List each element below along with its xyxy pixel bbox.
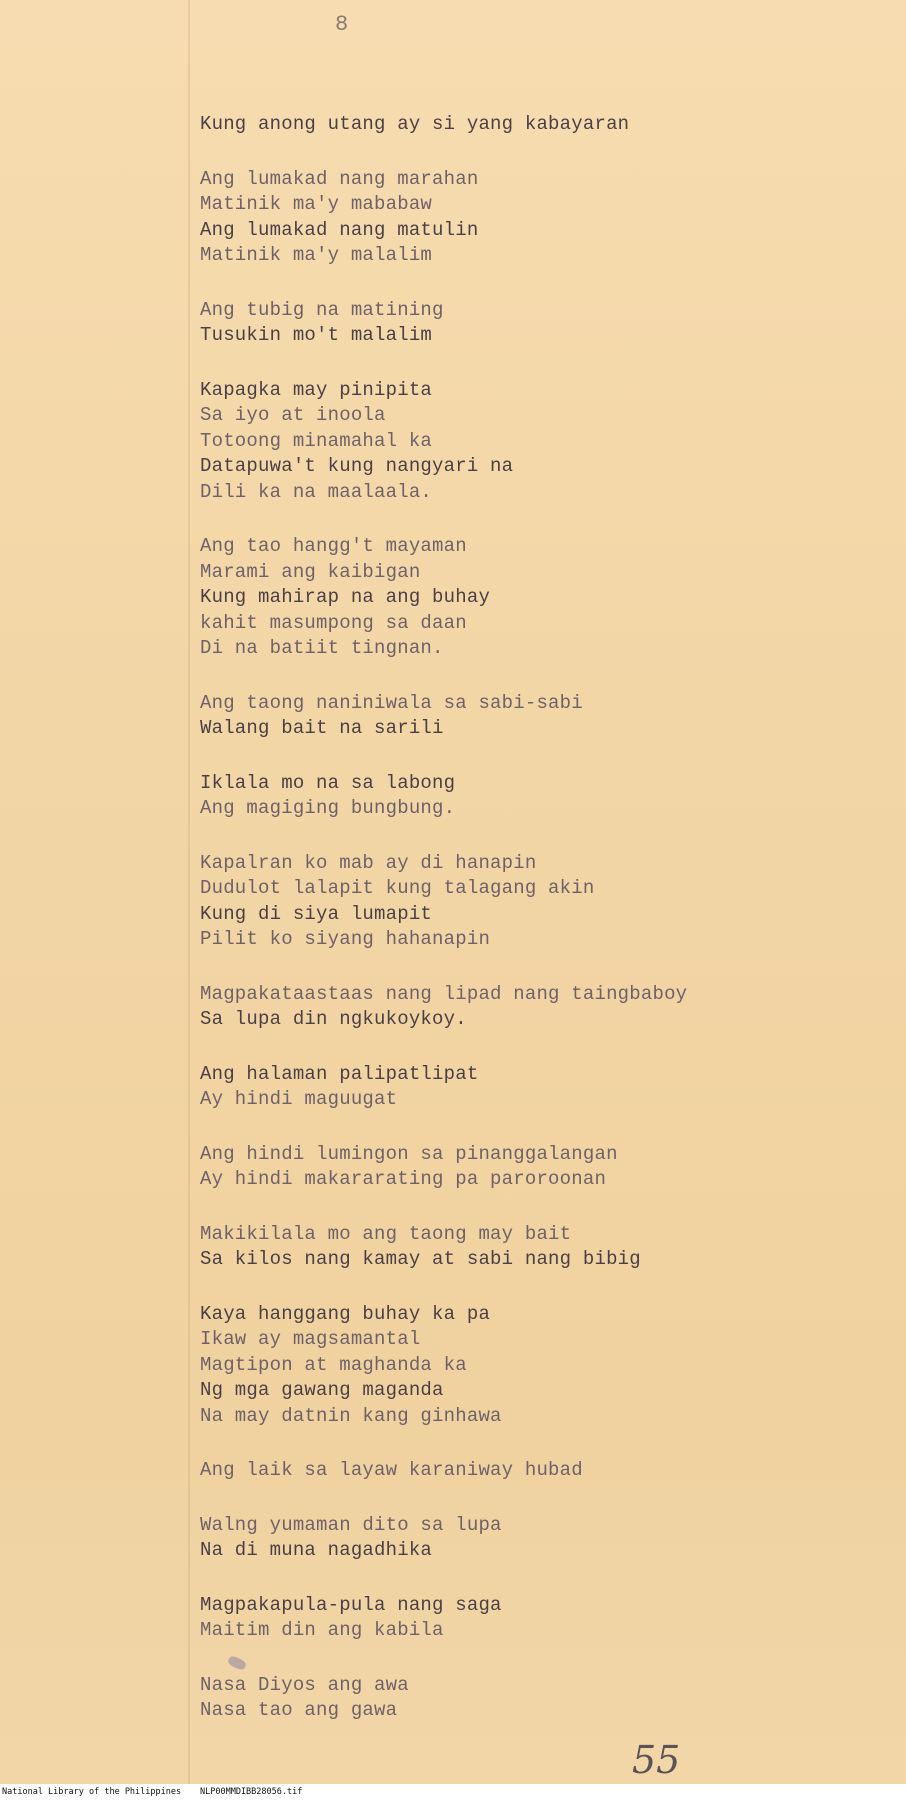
proverb-stanza	[200, 1673, 880, 1724]
proverb-line: Ang taong naniniwala sa sabi-sabi	[200, 691, 583, 714]
proverb-line: Na di muna nagadhika	[200, 1539, 433, 1561]
proverb-line: Ng mga gawang maganda	[200, 1379, 444, 1401]
proverb-line: Marami ang kaibigan	[200, 560, 421, 583]
proverb-line: Sa kilos nang kamay at sabi nang bibig	[200, 1248, 641, 1270]
proverb-line: Makikilala mo ang taong may bait	[200, 1222, 572, 1245]
proverb-line: Dudulot lalapit kung talagang akin	[200, 877, 595, 899]
proverb-line: Tusukin mo't malalim	[200, 324, 433, 346]
proverb-line: Ang tao hangg't mayaman	[200, 535, 467, 557]
proverb-line: Matinik ma'y malalim	[200, 244, 433, 266]
proverb-stanza	[200, 1142, 880, 1193]
proverb-stanza	[200, 378, 880, 506]
proverb-line: Nasa Diyos ang awa	[200, 1673, 409, 1696]
proverb-stanza	[200, 982, 880, 1033]
proverb-line: Magpakapula-pula nang saga	[200, 1593, 502, 1616]
proverb-stanza	[200, 1302, 880, 1430]
proverb-stanza	[200, 112, 880, 138]
proverb-line: Kapagka may pinipita	[200, 378, 433, 401]
proverb-line: Ang lumakad nang marahan	[200, 167, 479, 190]
proverb-line: Di na batiit tingnan.	[200, 637, 444, 659]
proverb-line: Kung anong utang ay si yang kabayaran	[200, 113, 630, 135]
proverb-stanza	[200, 851, 880, 953]
proverb-line: Ang halaman palipatlipat	[200, 1062, 479, 1085]
proverb-line: Ay hindi makararating pa paroroonan	[200, 1168, 607, 1190]
proverb-stanza	[200, 298, 880, 349]
proverb-line: Datapuwa't kung nangyari na	[200, 455, 514, 477]
proverb-stanza	[200, 1222, 880, 1273]
proverb-line: Iklala mo na sa labong	[200, 771, 456, 794]
proverb-line: Totoong minamahal ka	[200, 429, 433, 452]
folio-number: 55	[632, 1738, 681, 1782]
proverb-line: Kaya hanggang buhay ka pa	[200, 1302, 491, 1325]
proverb-line: Dili ka na maalaala.	[200, 480, 433, 503]
proverb-line: Matinik ma'y mababaw	[200, 193, 433, 215]
page-number: 8	[335, 12, 349, 37]
proverb-line: Sa lupa din ngkukoykoy.	[200, 1008, 467, 1030]
proverb-stanza	[200, 1513, 880, 1564]
proverb-stanza	[200, 1062, 880, 1113]
proverb-line: Walng yumaman dito sa lupa	[200, 1513, 502, 1536]
proverb-line: Walang bait na sarili	[200, 717, 444, 739]
proverb-line: Ang hindi lumingon sa pinanggalangan	[200, 1142, 618, 1165]
proverb-line: Ay hindi maguugat	[200, 1088, 398, 1110]
proverb-line: Kapalran ko mab ay di hanapin	[200, 851, 537, 874]
proverb-line: Kung di siya lumapit	[200, 902, 433, 925]
proverb-line: Kung mahirap na ang buhay	[200, 586, 491, 608]
proverb-stanza	[200, 1593, 880, 1644]
proverb-line: Pilit ko siyang hahanapin	[200, 928, 491, 950]
proverb-stanza	[200, 167, 880, 269]
paper-fold-line	[188, 0, 190, 1784]
library-credit: National Library of the Philippines	[2, 1787, 182, 1797]
proverb-line: Maitim din ang kabila	[200, 1619, 444, 1641]
proverb-line: Magtipon at maghanda ka	[200, 1353, 467, 1376]
proverb-stanza	[200, 771, 880, 822]
scan-footer	[0, 1784, 906, 1800]
scan-filename: NLP00MMDIBB28056.tif	[200, 1787, 303, 1797]
proverb-line: Ang magiging bungbung.	[200, 797, 456, 819]
proverb-line: Sa iyo at inoola	[200, 404, 386, 426]
proverb-stanza	[200, 1458, 880, 1484]
proverb-line: Ikaw ay magsamantal	[200, 1328, 421, 1350]
proverb-line: Na may datnin kang ginhawa	[200, 1404, 502, 1427]
proverb-line: Ang tubig na matining	[200, 298, 444, 321]
proverb-stanza	[200, 691, 880, 742]
proverb-stanza	[200, 534, 880, 662]
proverb-line: Ang laik sa layaw karaniway hubad	[200, 1459, 583, 1481]
proverb-line: Nasa tao ang gawa	[200, 1699, 398, 1721]
proverb-line: Ang lumakad nang matulin	[200, 218, 479, 241]
proverbs-list	[200, 112, 880, 1753]
proverb-line: kahit masumpong sa daan	[200, 611, 467, 634]
proverb-line: Magpakataastaas nang lipad nang taingbaboy	[200, 982, 688, 1005]
